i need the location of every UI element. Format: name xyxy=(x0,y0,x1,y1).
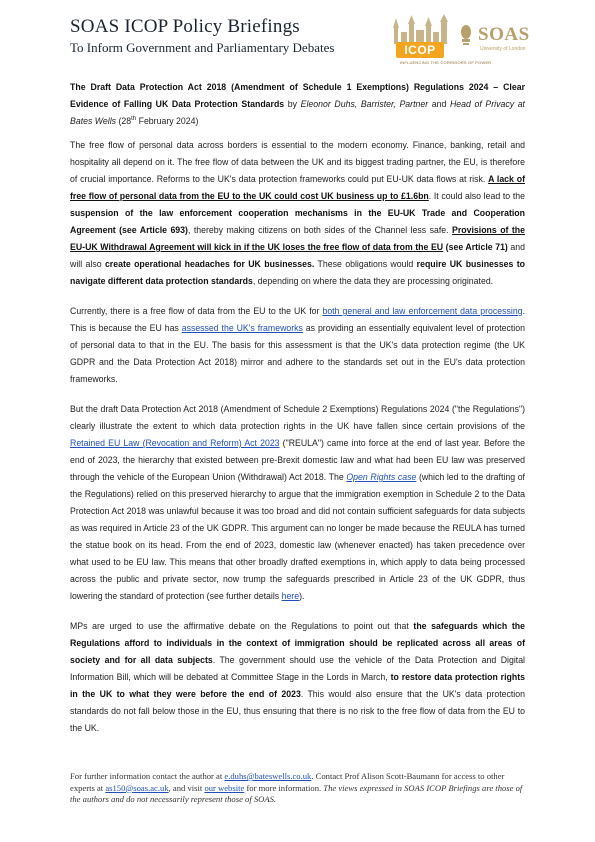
link-here[interactable]: here xyxy=(281,591,300,601)
icop-badge: ICOP xyxy=(396,42,444,58)
paragraph-2: Currently, there is a free flow of data from the EU to the UK for both general and law enforcement data processing. This is because the EU has assessed the UK's frameworks as providing an essentially equivalent level of protection of personal data to that in the EU. The basis for this assessment is that the UK's data protection regime (the UK GDPR and the Data Protection Act 2018) mirror and adhere to the standards set out in the EU's data protection frameworks. xyxy=(70,306,525,384)
soas-wordmark-sub: University of London xyxy=(480,46,526,52)
headline-date: (28th February 2024) xyxy=(118,116,199,126)
lamp-icon xyxy=(456,24,476,52)
briefing-series-subtitle: To Inform Government and Parliamentary Debates xyxy=(70,40,335,55)
contact-email-link[interactable]: as150@soas.ac.uk xyxy=(105,782,169,793)
footer-disclaimer: The views expressed in SOAS ICOP Briefings are those of the authors and do not necessarily represent those of SOAS. xyxy=(70,782,523,804)
icop-tagline: INFLUENCING THE CORRIDORS OF POWER xyxy=(400,60,492,65)
logo-group xyxy=(390,14,530,66)
headline-title: The Draft Data Protection Act 2018 (Amendment of Schedule 1 Exemptions) Regulations 2024 – Clear Evidence of Falling UK Data Protection Standards xyxy=(70,82,525,109)
paragraph-1: The free flow of personal data across borders is essential to the modern economy. Finance, banking, retail and hospitality all depend on it. The free flow of data between the UK and its biggest trading partner, the EU, is therefore of crucial importance. Reforms to the UK's data protection frameworks could put EU-UK data flows at risk. A lack of free flow of personal data from the EU to the UK could cost UK business up to £1.6bn. It could also lead to the suspension of the law enforcement cooperation mechanisms in the EU-UK Trade and Cooperation Agreement (see Article 693), thereby making citizens on both sides of the Channel less safe. Provisions of the EU-UK Withdrawal Agreement will kick in if the UK loses the free flow of data from the EU (see Article 71) and will also create operational headaches for UK businesses. These obligations would require UK businesses to navigate different data protection standards, depending on where the data they are processing originated. xyxy=(70,140,526,286)
soas-logo xyxy=(456,22,530,62)
link-general-law-enforcement[interactable]: both general and law enforcement data processing xyxy=(322,306,523,316)
link-cost-to-business[interactable]: A lack of free flow of personal data from the EU to the UK could cost UK business up to £1.6bn xyxy=(70,174,525,201)
headline-by: by xyxy=(287,99,298,109)
website-link[interactable]: our website xyxy=(204,782,245,793)
paragraph-4: MPs are urged to use the affirmative debate on the Regulations to point out that the safeguards which the Regulations afford to individuals in the context of immigration should be replicated across all areas of society and for all data subjects. The government should use the vehicle of the Data Protection and Digital Information Bill, which will be debated at Committee Stage in the Lords in March, to restore data protection rights in the UK to what they were before the end of 2023. This would also ensure that the UK's data protection standards do not fall below those in the EU, thus ensuring that there is no risk to the free flow of data from the EU to the UK. xyxy=(70,621,526,733)
briefing-headline xyxy=(70,79,525,130)
link-open-rights-case[interactable]: Open Rights case xyxy=(346,472,417,482)
headline-author: Eleonor Duhs, Barrister, Partner xyxy=(300,99,429,109)
link-uk-frameworks[interactable]: assessed the UK's frameworks xyxy=(181,323,303,333)
paragraph-3: But the draft Data Protection Act 2018 (Amendment of Schedule 2 Exemptions) Regulations 2024 ("the Regulations") clearly illustrate the extent to which data protection rights in the UK have fallen since certain provisions of the Retained EU Law (Revocation and Reform) Act 2023 ("REULA") came into force at the end of last year. Before the end of 2023, the hierarchy that existed between pre-Brexit domestic law and what had been EU law was preserved through the vehicle of the European Union (Withdrawal) Act 2018. The Open Rights case (which led to the drafting of the Regulations) relied on this preserved hierarchy to argue that the immigration exemption in Schedule 2 to the Data Protection Act 2018 was unlawful because it was too broad and did not contain sufficient safeguards for data subjects as was required in Article 23 of the UK GDPR. This argument can no longer be made because the REULA has turned the statue book on its head. From the end of 2023, domestic law (whenever enacted) has taken precedence over what used to be EU law. This means that other broadly drafted exemptions in, which apply to data being processed across the public and private sector, now trump the safeguards prescribed in Article 23 of the UK GDPR, thus lowering the standard of protection (see further details here). xyxy=(70,404,526,601)
icop-logo xyxy=(390,14,492,66)
link-withdrawal-agreement[interactable]: Provisions of the EU-UK Withdrawal Agreement will kick in if the UK loses the free flow of data from the EU xyxy=(70,225,526,252)
briefing-body xyxy=(70,79,525,750)
briefing-footer: For further information contact the author at e.duhs@bateswells.co.uk. Contact Prof Alison Scott-Baumann for access to other experts at as150@soas.ac.uk, and visit our website for more information. The views expressed in SOAS ICOP Briefings are those of the authors and do not necessarily represent those of SOAS. xyxy=(70,771,523,804)
link-reula[interactable]: Retained EU Law (Revocation and Reform) Act 2023 xyxy=(70,438,280,448)
soas-wordmark: SOAS xyxy=(478,24,530,45)
headline-and: and xyxy=(431,99,447,109)
headline-role: Head of Privacy at Bates Wells xyxy=(70,99,525,126)
author-email-link[interactable]: e.duhs@bateswells.co.uk xyxy=(224,771,312,781)
briefing-series-title: SOAS ICOP Policy Briefings xyxy=(70,16,300,37)
parliament-skyline-icon xyxy=(390,14,452,44)
